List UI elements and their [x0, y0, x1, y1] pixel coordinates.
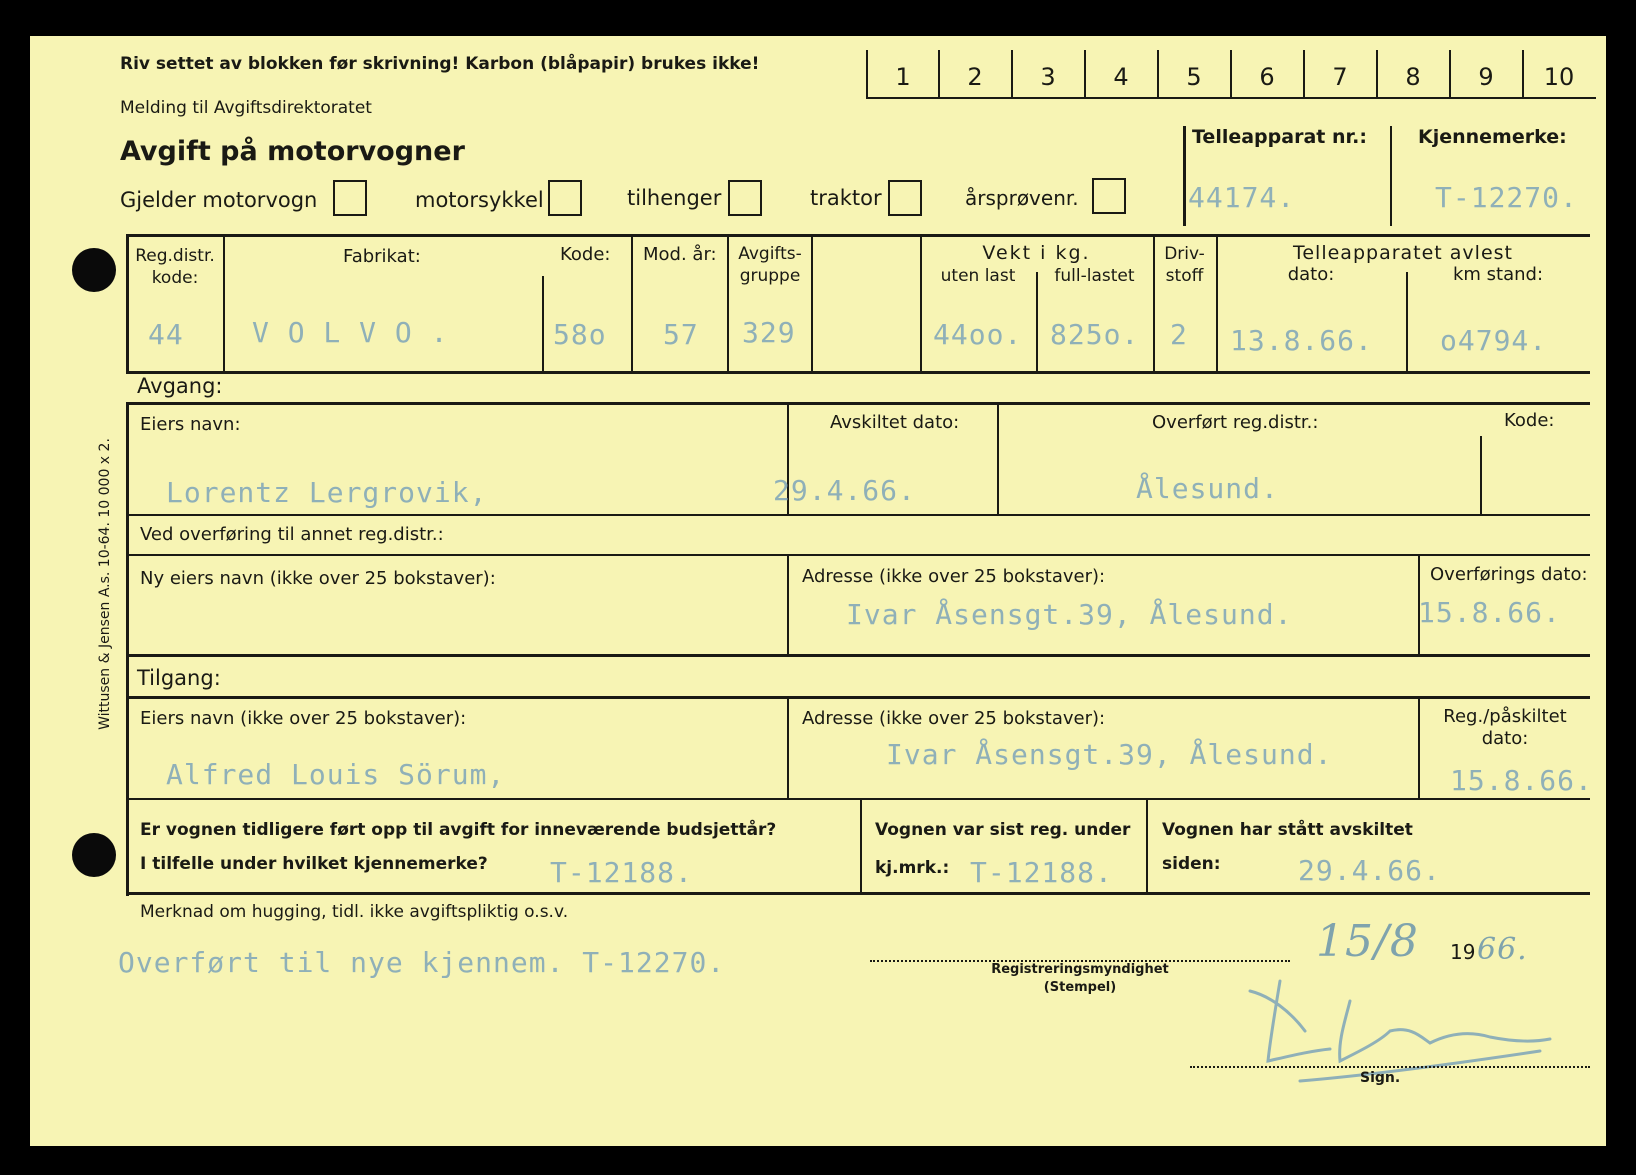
reg-distr-label-1: Reg.distr. [135, 246, 215, 266]
tidligere-question-1: Er vognen tidligere ført opp til avgift for inneværende budsjettår? [140, 820, 777, 840]
vekt-label: Vekt i kg. [982, 242, 1091, 264]
merknad-value: Overført til nye kjennem. T-12270. [118, 946, 726, 979]
tilgang-heading: Tilgang: [137, 666, 221, 690]
avskiltet-siden-value: 29.4.66. [1298, 854, 1441, 887]
overforings-dato-value: 15.8.66. [1418, 596, 1561, 629]
tilgang-adresse-value: Ivar Åsensgt.39, Ålesund. [886, 738, 1333, 771]
signature-scribble [1210, 971, 1600, 1101]
instruction-text: Riv settet av blokken før skrivning! Karbon (blåpapir) brukes ikke! [120, 54, 760, 74]
motorsykkel-checkbox[interactable] [548, 180, 582, 216]
arsprovenr-checkbox[interactable] [1092, 178, 1126, 214]
sist-reg-label-2: kj.mrk.: [875, 858, 950, 878]
number-cell-2: 2 [967, 63, 983, 91]
handwritten-date: 15/8 [1316, 916, 1419, 967]
ved-overforing-label: Ved overføring til annet reg.distr.: [140, 524, 444, 545]
mod-ar-label: Mod. år: [643, 244, 717, 265]
traktor-checkbox[interactable] [888, 180, 922, 216]
avlest-dato-value: 13.8.66. [1230, 324, 1373, 357]
kjennemerke-label: Kjennemerke: [1418, 126, 1567, 148]
traktor-label: traktor [810, 186, 882, 210]
tidligere-question-2: I tilfelle under hvilket kjennemerke? [140, 854, 488, 874]
sist-reg-label-1: Vognen var sist reg. under [875, 820, 1131, 840]
avskiltet-dato-label: Avskiltet dato: [830, 412, 960, 433]
overfort-reg-distr-label: Overført reg.distr.: [1152, 412, 1319, 433]
handwritten-year: 66. [1477, 932, 1528, 967]
reg-distr-label-2: kode: [151, 268, 199, 288]
telleapparat-value: 44174. [1188, 181, 1296, 214]
avskiltet-dato-value: 29.4.66. [773, 474, 916, 507]
registreringsmyndighet-label: Registreringsmyndighet [991, 962, 1169, 977]
avgang-heading: Avgang: [137, 374, 223, 398]
kjennemerke-value: T-12270. [1435, 181, 1578, 214]
avgifts-label-1: Avgifts- [738, 244, 802, 264]
vehicle-table-top [126, 234, 1590, 237]
motorsykkel-label: motorsykkel [415, 188, 544, 212]
tilgang-eiers-navn-value: Alfred Louis Sörum, [166, 758, 506, 791]
arsprovenr-label: årsprøvenr. [965, 186, 1079, 210]
avlest-dato-label: dato: [1287, 264, 1335, 285]
telleapparatet-avlest-label: Telleapparatet avlest [1292, 242, 1513, 264]
kode-value: 58o [553, 318, 607, 351]
number-cell-7: 7 [1332, 63, 1348, 91]
tidligere-value: T-12188. [550, 856, 693, 889]
fabrikat-value: V O L V O . [252, 316, 449, 349]
full-lastet-value: 825o. [1050, 318, 1140, 351]
full-lastet-label: full-lastet [1054, 266, 1135, 286]
year-prefix: 19 [1450, 940, 1476, 964]
drivstoff-label-2: stoff [1165, 266, 1204, 286]
tilhenger-checkbox[interactable] [728, 180, 762, 216]
sign-label: Sign. [1360, 1070, 1401, 1086]
reg-paskiltet-value: 15.8.66. [1450, 764, 1593, 797]
punch-hole-top [72, 248, 116, 292]
tilhenger-label: tilhenger [627, 186, 722, 210]
overforings-dato-label: Overførings dato: [1430, 564, 1588, 585]
avgang-eiers-navn-label: Eiers navn: [140, 414, 241, 435]
tilgang-adresse-label: Adresse (ikke over 25 bokstaver): [802, 708, 1106, 729]
number-cell-8: 8 [1405, 63, 1421, 91]
avgang-adresse-label: Adresse (ikke over 25 bokstaver): [802, 566, 1106, 587]
punch-hole-bottom [72, 833, 116, 877]
avskiltet-siden-label-2: siden: [1162, 854, 1221, 874]
number-cell-6: 6 [1259, 63, 1275, 91]
avgifts-label-2: gruppe [739, 266, 801, 286]
telleapparat-label: Telleapparat nr.: [1192, 126, 1367, 148]
number-cell-10: 10 [1543, 63, 1575, 91]
tilgang-eiers-navn-label: Eiers navn (ikke over 25 bokstaver): [140, 708, 467, 729]
reg-paskiltet-label-2: dato: [1481, 728, 1529, 749]
printer-imprint: Wittusen & Jensen A.s. 10-64. 10 000 x 2. [97, 438, 113, 730]
number-cell-5: 5 [1186, 63, 1202, 91]
gjelder-motorvogn-label: Gjelder motorvogn [120, 188, 318, 212]
form-subtitle: Melding til Avgiftsdirektoratet [120, 98, 372, 118]
merknad-label: Merknad om hugging, tidl. ikke avgiftspliktig o.s.v. [140, 902, 569, 922]
avgang-kode-label: Kode: [1504, 410, 1555, 431]
stempel-label: (Stempel) [1043, 980, 1117, 995]
drivstoff-value: 2 [1170, 318, 1188, 351]
number-cell-9: 9 [1478, 63, 1494, 91]
fabrikat-label: Fabrikat: [343, 246, 421, 267]
avgifts-value: 329 [742, 316, 796, 349]
kode-label: Kode: [560, 244, 611, 265]
number-cell-1: 1 [895, 63, 911, 91]
number-cell-3: 3 [1040, 63, 1056, 91]
reg-distr-value: 44 [148, 318, 184, 351]
overfort-reg-distr-value: Ålesund. [1136, 472, 1279, 505]
uten-last-label: uten last [940, 266, 1016, 286]
km-stand-value: o4794. [1440, 324, 1548, 357]
avskiltet-siden-label-1: Vognen har stått avskiltet [1162, 820, 1413, 840]
motorvogn-checkbox[interactable] [333, 180, 367, 216]
vehicle-table-bottom [126, 371, 1590, 374]
ny-eiers-navn-label: Ny eiers navn (ikke over 25 bokstaver): [140, 568, 496, 589]
drivstoff-label-1: Driv- [1164, 244, 1205, 264]
tax-form-card [30, 36, 1606, 1146]
uten-last-value: 44oo. [933, 318, 1023, 351]
mod-ar-value: 57 [663, 318, 699, 351]
avgang-adresse-value: Ivar Åsensgt.39, Ålesund. [846, 598, 1293, 631]
form-title: Avgift på motorvogner [120, 136, 465, 167]
number-cell-4: 4 [1113, 63, 1129, 91]
reg-paskiltet-label-1: Reg./påskiltet [1443, 706, 1567, 727]
sist-reg-value: T-12188. [970, 856, 1113, 889]
km-stand-label: km stand: [1452, 264, 1544, 285]
avgang-eiers-navn-value: Lorentz Lergrovik, [166, 476, 488, 509]
